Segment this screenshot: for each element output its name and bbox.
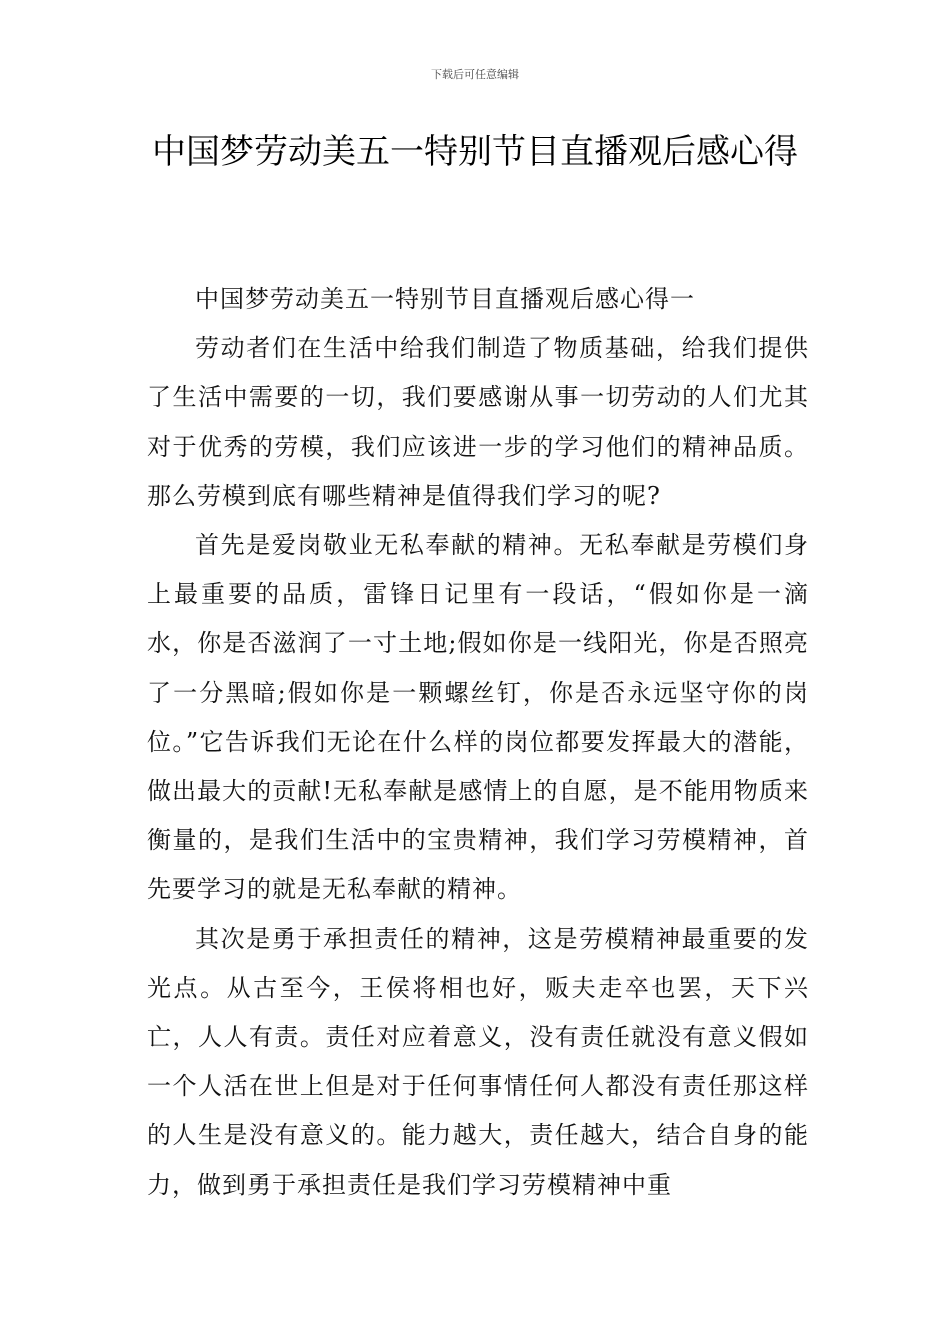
paragraph-intro: 劳动者们在生活中给我们制造了物质基础，给我们提供了生活中需要的一切，我们要感谢从事一切劳动的人们尤其对于优秀的劳模，我们应该进一步的学习他们的精神品质。那么劳模到底有哪些精神是值得我们学习的呢? <box>147 334 809 510</box>
paragraph-responsibility: 其次是勇于承担责任的精神，这是劳模精神最重要的发光点。从古至今，王侯将相也好，贩夫走卒也罢，天下兴亡，人人有责。责任对应着意义，没有责任就没有意义假如一个人活在世上但是对于任何事情任何人都没有责任那这样的人生是没有意义的。能力越大，责任越大，结合自身的能力，做到勇于承担责任是我们学习劳模精神中重 <box>147 924 809 1199</box>
paragraph-subtitle: 中国梦劳动美五一特别节目直播观后感心得一 <box>195 285 695 313</box>
document-title: 中国梦劳动美五一特别节目直播观后感心得 <box>152 132 798 172</box>
header-note: 下载后可任意编辑 <box>431 68 519 81</box>
paragraph-selfless-dedication: 首先是爱岗敬业无私奉献的精神。无私奉献是劳模们身上最重要的品质，雷锋日记里有一段话，“假如你是一滴水，你是否滋润了一寸土地;假如你是一线阳光，你是否照亮了一分黑暗;假如你是一颗螺丝钉，你是否永远坚守你的岗位。”它告诉我们无论在什么样的岗位都要发挥最大的潜能，做出最大的贡献!无私奉献是感情上的自愿，是不能用物质来衡量的，是我们生活中的宝贵精神，我们学习劳模精神，首先要学习的就是无私奉献的精神。 <box>147 531 809 904</box>
document-body <box>147 275 809 1210</box>
